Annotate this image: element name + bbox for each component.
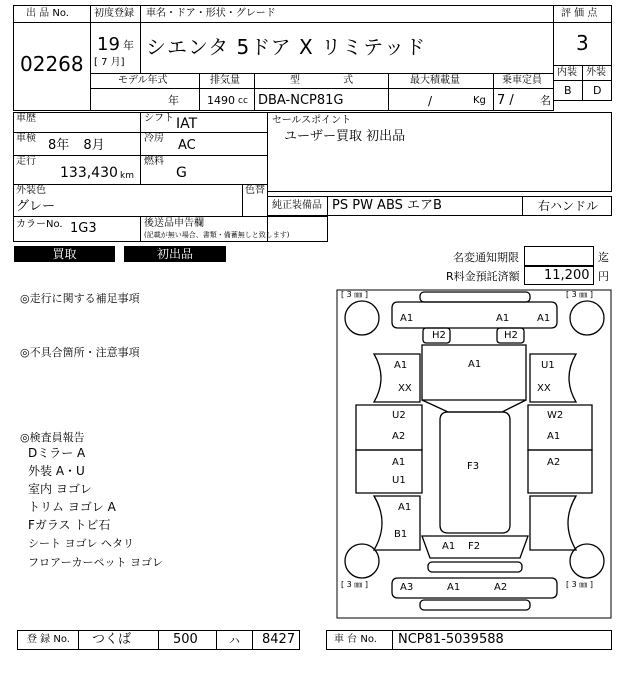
mark-back-door-1: A1: [442, 541, 456, 552]
inspector-item: 外装 A・U: [28, 464, 85, 478]
history-label: 車歴: [16, 113, 36, 124]
recycle-fee-unit: 円: [598, 270, 609, 283]
tread-depth-rl: [ 3 ㎜ ]: [341, 580, 368, 589]
mark-rear-bumper-right: A2: [494, 582, 508, 593]
shift-label: シフト: [144, 113, 174, 124]
mark-fender-left-1: A1: [394, 360, 408, 371]
mark-door-fl-1: U2: [392, 410, 406, 421]
registration-class: 500: [173, 632, 198, 647]
mark-door-fr-1: W2: [547, 410, 564, 421]
grade-label: 評 価 点: [561, 8, 598, 19]
recycle-fee-label: R料金預託済額: [446, 270, 520, 283]
inspection: 8年 8月: [48, 138, 105, 153]
ac: AC: [178, 138, 196, 153]
lot-number: 02268: [20, 52, 84, 76]
lot-number-label: 出 品 No.: [26, 8, 69, 19]
mark-hood: A1: [468, 359, 482, 370]
mark-fender-right-1: U1: [541, 360, 555, 371]
capacity-label: 乗車定員: [502, 75, 542, 86]
interior-label: 内装: [557, 67, 577, 78]
model-code: DBA-NCP81G: [258, 93, 344, 108]
interior-grade: B: [564, 84, 572, 97]
mark-quarter-left-2: B1: [394, 529, 408, 540]
chassis-label: 車 台 No.: [334, 634, 377, 645]
tread-depth-fr: [ 3 ㎜ ]: [566, 290, 593, 299]
mark-headlight-right: H2: [504, 330, 518, 341]
grade-score: 3: [576, 31, 589, 55]
registration-area: つくば: [92, 632, 132, 647]
max-load-slash: /: [428, 94, 433, 108]
inspection-label: 車検: [16, 133, 36, 144]
mark-fender-right-2: XX: [537, 383, 551, 394]
displacement-label: 排気量: [210, 75, 240, 86]
first-listing-tag: 初出品: [124, 246, 226, 262]
mail-doc-note: (記載が無い場合、書類・備蓄無しと致します): [144, 231, 290, 239]
year-unit: 年: [123, 39, 134, 52]
inspector-item: シート ヨゴレ ヘタリ: [28, 537, 134, 550]
wheel-fr: [570, 301, 604, 335]
mark-quarter-left-1: A1: [398, 502, 412, 513]
extra-box: [267, 216, 328, 242]
mark-front-bumper-right: A1: [537, 313, 551, 324]
fuel-label: 燃料: [144, 156, 164, 167]
capacity-unit: 名: [540, 94, 551, 107]
sales-point: ユーザー買取 初出品: [284, 129, 406, 144]
notice-deadline-box: [524, 246, 594, 266]
color-no: 1G3: [70, 221, 97, 236]
max-load-unit: Kg: [473, 95, 486, 106]
color-no-label: カラーNo.: [16, 219, 63, 230]
max-load-label: 最大積載量: [410, 75, 460, 86]
defects-heading: ◎不具合箇所・注意事項: [20, 346, 140, 359]
mileage-unit: km: [120, 171, 134, 181]
inspector-heading: ◎検査員報告: [20, 431, 85, 444]
registration-number: 8427: [262, 632, 296, 647]
recycle-fee: 11,200: [544, 268, 590, 283]
mileage-label: 走行: [16, 156, 36, 167]
mail-doc-label: 後送品申告欄: [144, 218, 204, 229]
inspector-item: Fガラス トビ石: [28, 518, 111, 532]
steering-side: 右ハンドル: [538, 199, 599, 213]
first-registration-month: [ 7 月]: [94, 57, 125, 68]
tread-depth-fl: [ 3 ㎜ ]: [341, 290, 368, 299]
inspector-item: フロアーカーペット ヨゴレ: [28, 556, 163, 569]
color-change-label: 色替: [245, 185, 265, 196]
equipment: PS PW ABS エアB: [332, 198, 442, 213]
inspector-item: Dミラー A: [28, 446, 86, 460]
driving-notes-heading: ◎走行に関する補足事項: [20, 292, 140, 305]
model-code-label: 型 式: [290, 75, 354, 86]
exterior-label: 外装: [586, 67, 606, 78]
tread-depth-rr: [ 3 ㎜ ]: [566, 580, 593, 589]
inspector-item: 室内 ヨゴレ: [28, 482, 92, 496]
car-name-label: 車名・ドア・形状・グレード: [146, 8, 276, 19]
notice-deadline-unit: 迄: [598, 251, 609, 264]
car-name: シエンタ 5ドア X リミテッド: [146, 35, 427, 59]
mark-back-door-2: F2: [468, 541, 481, 552]
exterior-grade: D: [593, 84, 602, 97]
model-year-label: モデル年式: [118, 75, 168, 86]
mark-front-bumper-left: A1: [400, 313, 414, 324]
shift: IAT: [176, 116, 198, 132]
color: グレー: [16, 199, 56, 214]
wheel-fl: [345, 301, 379, 335]
mark-door-rr: A2: [547, 457, 561, 468]
mark-door-fr-2: A1: [547, 431, 561, 442]
ac-label: 冷房: [144, 133, 164, 144]
model-year-unit: 年: [168, 94, 179, 107]
car-damage-diagram: [336, 289, 612, 619]
mark-door-fl-2: A2: [392, 431, 406, 442]
mileage: 133,430: [60, 165, 118, 181]
equipment-label: 純正装備品: [272, 200, 322, 211]
displacement-unit: cc: [238, 96, 248, 106]
purchase-tag: 買取: [14, 246, 115, 262]
inspector-item: トリム ヨゴレ A: [28, 500, 116, 514]
mark-door-rl-1: A1: [392, 457, 406, 468]
first-registration-year: 19: [97, 34, 120, 55]
fuel: G: [176, 165, 187, 181]
chassis-number: NCP81-5039588: [398, 632, 504, 647]
registration-label: 登 録 No.: [27, 634, 70, 645]
color-label: 外装色: [16, 185, 46, 196]
mark-headlight-left: H2: [432, 330, 446, 341]
mark-door-rl-2: U1: [392, 475, 406, 486]
capacity: 7 /: [497, 93, 514, 108]
mark-front-bumper-center: A1: [496, 313, 510, 324]
mark-roof: F3: [467, 461, 480, 472]
registration-kana: ハ: [229, 634, 240, 647]
first-registration-label: 初度登録: [94, 8, 134, 19]
sales-point-label: セールスポイント: [272, 115, 352, 126]
notice-deadline-label: 名変通知期限: [453, 251, 519, 264]
mark-rear-bumper-center: A1: [447, 582, 461, 593]
mark-fender-left-2: XX: [398, 383, 412, 394]
mark-rear-bumper-left: A3: [400, 582, 414, 593]
displacement: 1490: [207, 94, 235, 107]
